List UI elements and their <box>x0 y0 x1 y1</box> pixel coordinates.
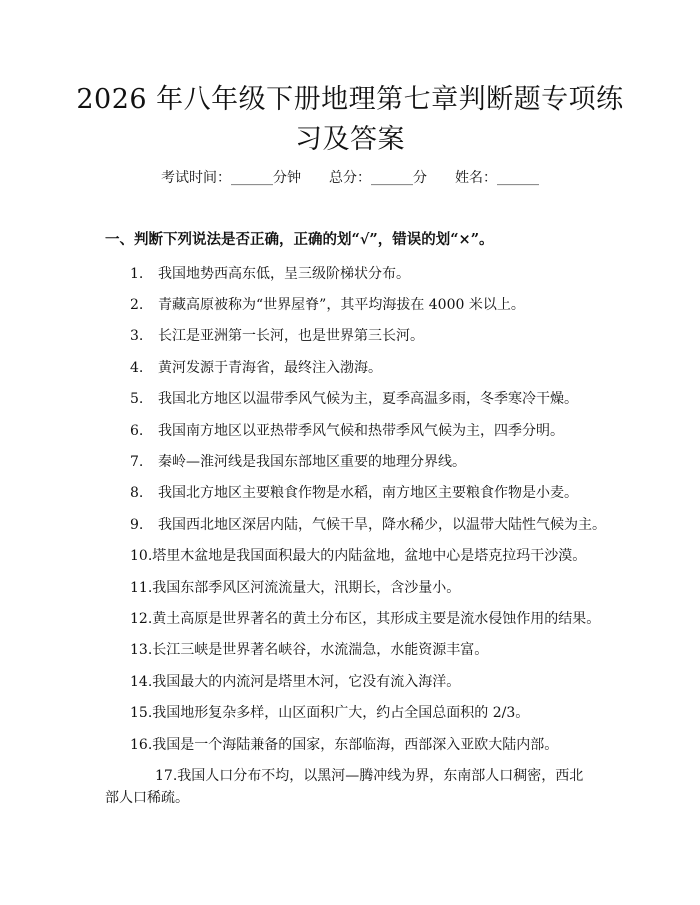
question-number: 7. <box>130 454 144 471</box>
question-item <box>0 321 700 352</box>
question-number: 8. <box>130 485 144 502</box>
question-item <box>0 541 700 572</box>
question-number: 4. <box>130 359 144 376</box>
question-number: 17. <box>155 768 178 785</box>
question-item <box>0 415 700 446</box>
question-text: 我国地形复杂多样，山区面积广大，约占全国总面积的 2/3。 <box>152 705 530 722</box>
question-text: 长江三峡是世界著名峡谷，水流湍急，水能资源丰富。 <box>152 642 489 659</box>
question-item <box>0 289 700 320</box>
question-number: 11. <box>130 579 153 596</box>
question-number: 2. <box>130 297 144 314</box>
question-text: 黄河发源于青海省，最终注入渤海。 <box>158 359 382 376</box>
question-item <box>0 384 700 415</box>
question-text: 秦岭—淮河线是我国东部地区重要的地理分界线。 <box>158 454 466 471</box>
question-item <box>0 635 700 666</box>
total-score-label: 总分：______分 <box>329 170 427 186</box>
exam-info <box>0 168 700 188</box>
question-text: 青藏高原被称为“世界屋脊”，其平均海拔在 4000 米以上。 <box>158 297 525 314</box>
question-text: 长江是亚洲第一长河，也是世界第三长河。 <box>158 328 424 345</box>
question-item <box>0 666 700 697</box>
question-number: 1. <box>130 265 144 282</box>
question-item <box>0 697 700 728</box>
question-item <box>0 603 700 634</box>
question-number: 5. <box>130 391 144 408</box>
question-number: 16. <box>130 736 153 753</box>
question-number: 6. <box>130 422 144 439</box>
question-text: 我国东部季风区河流流量大，汛期长，含沙量小。 <box>152 579 461 596</box>
title-line-1: 2026 年八年级下册地理第七章判断题专项练 <box>76 84 624 115</box>
question-item <box>0 478 700 509</box>
student-name-label: 姓名：______ <box>455 170 539 186</box>
question-number: 10. <box>130 548 153 565</box>
question-number: 13. <box>130 642 153 659</box>
document-title <box>60 80 640 160</box>
question-text: 我国北方地区以温带季风气候为主，夏季高温多雨，冬季寒冷干燥。 <box>158 391 578 408</box>
question-item <box>0 446 700 477</box>
question-text: 我国是一个海陆兼备的国家，东部临海，西部深入亚欧大陆内部。 <box>152 736 559 753</box>
exam-time-label: 考试时间：______分钟 <box>161 170 301 186</box>
question-text: 我国北方地区主要粮食作物是水稻，南方地区主要粮食作物是小麦。 <box>158 485 578 502</box>
question-item <box>0 729 700 760</box>
section-heading: 一、判断下列说法是否正确，正确的划“√”，错误的划“×”。 <box>105 231 494 248</box>
question-text: 黄土高原是世界著名的黄土分布区，其形成主要是流水侵蚀作用的结果。 <box>152 610 601 627</box>
question-item <box>0 258 700 289</box>
question-text: 我国地势西高东低，呈三级阶梯状分布。 <box>158 265 410 282</box>
question-text: 我国西北地区深居内陆，气候干旱，降水稀少，以温带大陆性气候为主。 <box>158 516 606 533</box>
question-number: 9. <box>130 516 144 533</box>
title-line-2: 习及答案 <box>295 124 405 155</box>
question-item <box>0 760 700 809</box>
question-item <box>0 352 700 383</box>
question-text: 我国南方地区以亚热带季风气候和热带季风气候为主，四季分明。 <box>158 422 564 439</box>
question-text: 塔里木盆地是我国面积最大的内陆盆地，盆地中心是塔克拉玛干沙漠。 <box>152 548 587 565</box>
question-text: 我国最大的内流河是塔里木河，它没有流入海洋。 <box>152 673 461 690</box>
question-item <box>0 572 700 603</box>
question-number: 14. <box>130 673 153 690</box>
question-item <box>0 509 700 540</box>
question-list <box>0 258 700 809</box>
question-number: 3. <box>130 328 144 345</box>
question-text: 我国人口分布不均，以黑河—腾冲线为界，东南部人口稠密，西北部人口稀疏。 <box>105 768 584 807</box>
question-number: 15. <box>130 705 153 722</box>
question-number: 12. <box>130 610 153 627</box>
